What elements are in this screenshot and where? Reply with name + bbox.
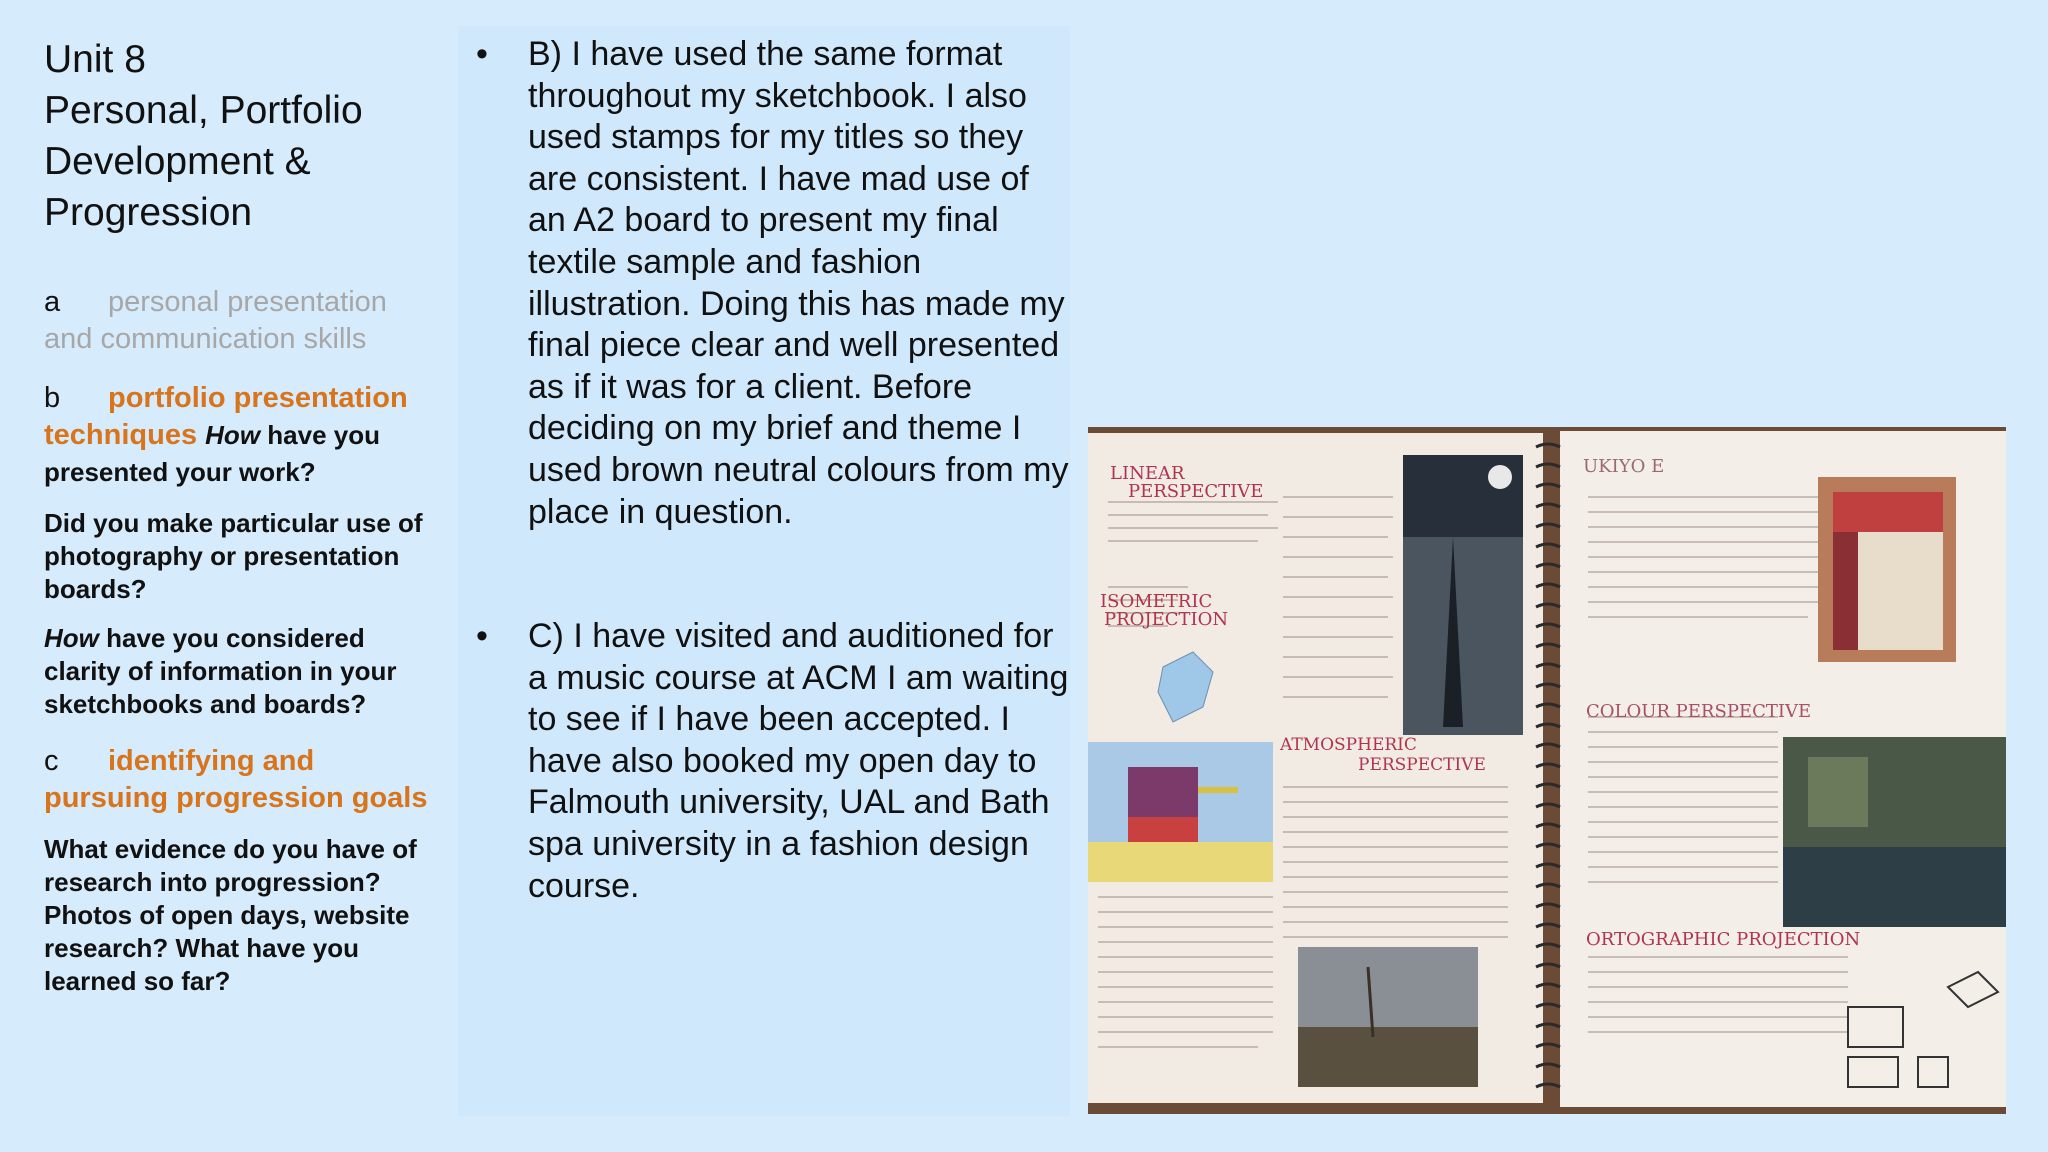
isometric-colour-drawing — [1088, 742, 1273, 882]
section-c-heading-line1: identifying and — [108, 745, 315, 777]
section-b-q1: have you presented your work? — [44, 420, 380, 487]
bullet-panel — [458, 26, 1070, 1116]
section-b-q3 — [44, 622, 444, 721]
title-line: Progression — [44, 191, 253, 234]
bullet-c-text: C) I have visited and auditioned for a music course at ACM I am waiting to see if I have been accepted. I have also booked my open day to Falmouth university, UAL and Bath spa university in a fashion design course. — [528, 617, 1069, 905]
title-line: Unit 8 — [44, 38, 146, 81]
bullet-b — [476, 34, 1076, 533]
ukiyo-e-print — [1818, 477, 1956, 662]
section-b — [44, 380, 444, 721]
bullet-c — [476, 616, 1076, 907]
bullet-b-text: B) I have used the same format throughout my sketchbook. I also used stamps for my titles so they are consistent. I have mad use of an A2 board to present my final textile sample and fashion illustration. Doing this has made my final piece clear and well presented as if it was for a client. Before deciding on my brief and theme I used brown neutral colours from my place in question. — [528, 35, 1069, 531]
sketchbook-photo — [1088, 427, 2006, 1114]
bullet-dot: • — [476, 617, 488, 655]
night-field-picture — [1403, 455, 1523, 735]
section-c — [44, 743, 444, 998]
section-b-q2: Did you make particular use of photography or presentation boards? — [44, 508, 423, 604]
title-line: Development & — [44, 140, 311, 183]
linear-perspective-heading: PERSPECTIVE — [1128, 481, 1264, 502]
lake-painting — [1298, 947, 1478, 1087]
colour-perspective-painting — [1783, 737, 2006, 927]
section-b-q1-emphasis: How — [205, 420, 261, 450]
section-b-letter: b — [44, 382, 61, 414]
linear-perspective-heading: LINEAR — [1110, 463, 1185, 484]
atmospheric-perspective-heading: ATMOSPHERIC — [1280, 735, 1417, 755]
isometric-projection-heading: ISOMETRIC — [1100, 591, 1213, 612]
section-c-heading-line2: pursuing progression goals — [44, 782, 428, 814]
isometric-projection-heading: PROJECTION — [1104, 609, 1229, 630]
ukiyo-e-heading: UKIYO E — [1583, 456, 1665, 477]
title-line: Personal, Portfolio — [44, 89, 363, 132]
left-column — [44, 34, 444, 998]
page-title — [44, 34, 444, 238]
section-c-question: What evidence do you have of research into progression? Photos of open days, website research? What have you learned so far? — [44, 834, 417, 996]
section-b-heading-line2: techniques — [44, 419, 198, 451]
section-a — [44, 284, 444, 358]
atmospheric-perspective-heading: PERSPECTIVE — [1358, 755, 1486, 775]
section-a-text-line2: and communication skills — [44, 323, 367, 355]
ortographic-projection-heading: ORTOGRAPHIC PROJECTION — [1586, 929, 1861, 950]
section-a-letter: a — [44, 286, 61, 318]
section-b-q3-emphasis: How — [44, 623, 99, 653]
section-c-letter: c — [44, 745, 59, 777]
section-b-heading-line1: portfolio presentation — [108, 382, 408, 414]
section-a-text-line1: personal presentation — [108, 286, 387, 318]
colour-perspective-heading: COLOUR PERSPECTIVE — [1586, 701, 1812, 722]
bullet-dot: • — [476, 35, 488, 73]
section-b-q3-text: have you considered clarity of information in your sketchbooks and boards? — [44, 623, 397, 719]
